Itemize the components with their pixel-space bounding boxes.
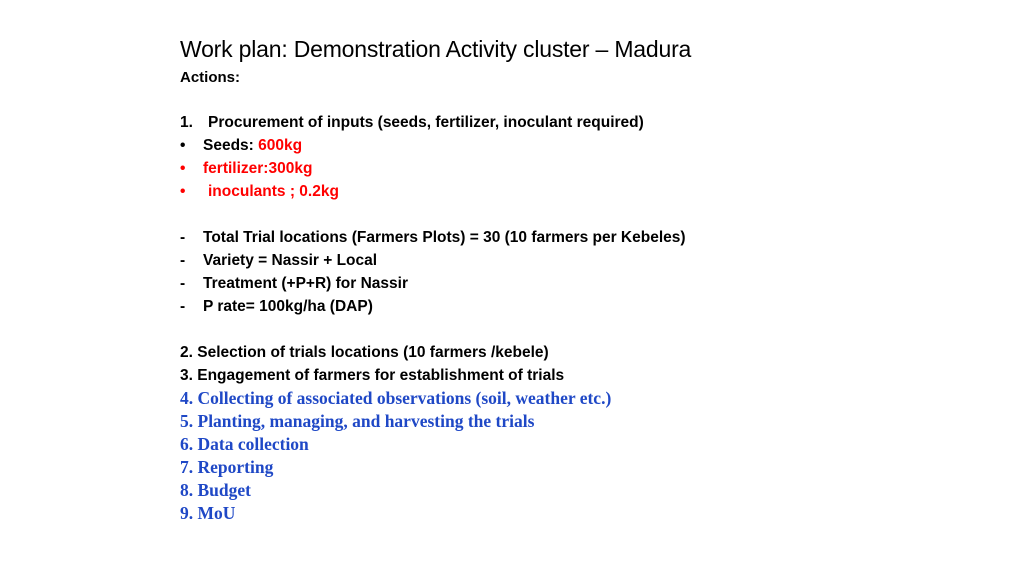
trial-detail-item	[180, 295, 1000, 318]
spacer	[180, 88, 1000, 111]
spacer	[180, 203, 1000, 226]
trial-detail-item	[180, 226, 1000, 249]
trial-detail-item	[180, 249, 1000, 272]
seeds-label: Seeds:	[203, 137, 259, 154]
inoculants-item	[180, 180, 1000, 203]
page-title: Work plan: Demonstration Activity cluster – Madura	[180, 36, 692, 62]
dash-marker: -	[180, 229, 186, 246]
dash-marker: -	[180, 298, 186, 315]
actions-heading: Actions:	[180, 69, 240, 86]
step-5: 5. Planting, managing, and harvesting the trials	[180, 411, 535, 431]
step-7: 7. Reporting	[180, 457, 274, 477]
spacer	[180, 318, 1000, 341]
seeds-text	[203, 134, 302, 157]
seeds-item	[180, 134, 1000, 157]
trial-detail-text: Treatment (+P+R) for Nassir	[203, 275, 409, 292]
trial-detail-item	[180, 272, 1000, 295]
procurement-heading	[180, 111, 1000, 134]
trial-detail-text: P rate= 100kg/ha (DAP)	[203, 298, 373, 315]
step-8: 8. Budget	[180, 480, 251, 500]
step-3: 3. Engagement of farmers for establishment of trials	[180, 367, 565, 384]
inoculants-text: inoculants ; 0.2kg	[208, 183, 339, 200]
fertilizer-text: fertilizer:300kg	[203, 160, 313, 177]
step-6: 6. Data collection	[180, 434, 309, 454]
step-4: 4. Collecting of associated observations (soil, weather etc.)	[180, 388, 612, 408]
step-2: 2. Selection of trials locations (10 farmers /kebele)	[180, 344, 549, 361]
trial-detail-text: Variety = Nassir + Local	[203, 252, 378, 269]
bullet-icon: •	[180, 137, 186, 154]
bullet-icon: •	[180, 183, 186, 200]
fertilizer-item	[180, 157, 1000, 180]
bullet-icon: •	[180, 160, 186, 177]
dash-marker: -	[180, 252, 186, 269]
step-9: 9. MoU	[180, 503, 236, 523]
list-number: 1.	[180, 114, 193, 131]
trial-detail-text: Total Trial locations (Farmers Plots) = 30 (10 farmers per Kebeles)	[203, 229, 686, 246]
seeds-value: 600kg	[258, 137, 303, 154]
procurement-label: Procurement of inputs (seeds, fertilizer, inoculant required)	[208, 114, 644, 131]
dash-marker: -	[180, 275, 186, 292]
slide-content	[180, 34, 1000, 525]
